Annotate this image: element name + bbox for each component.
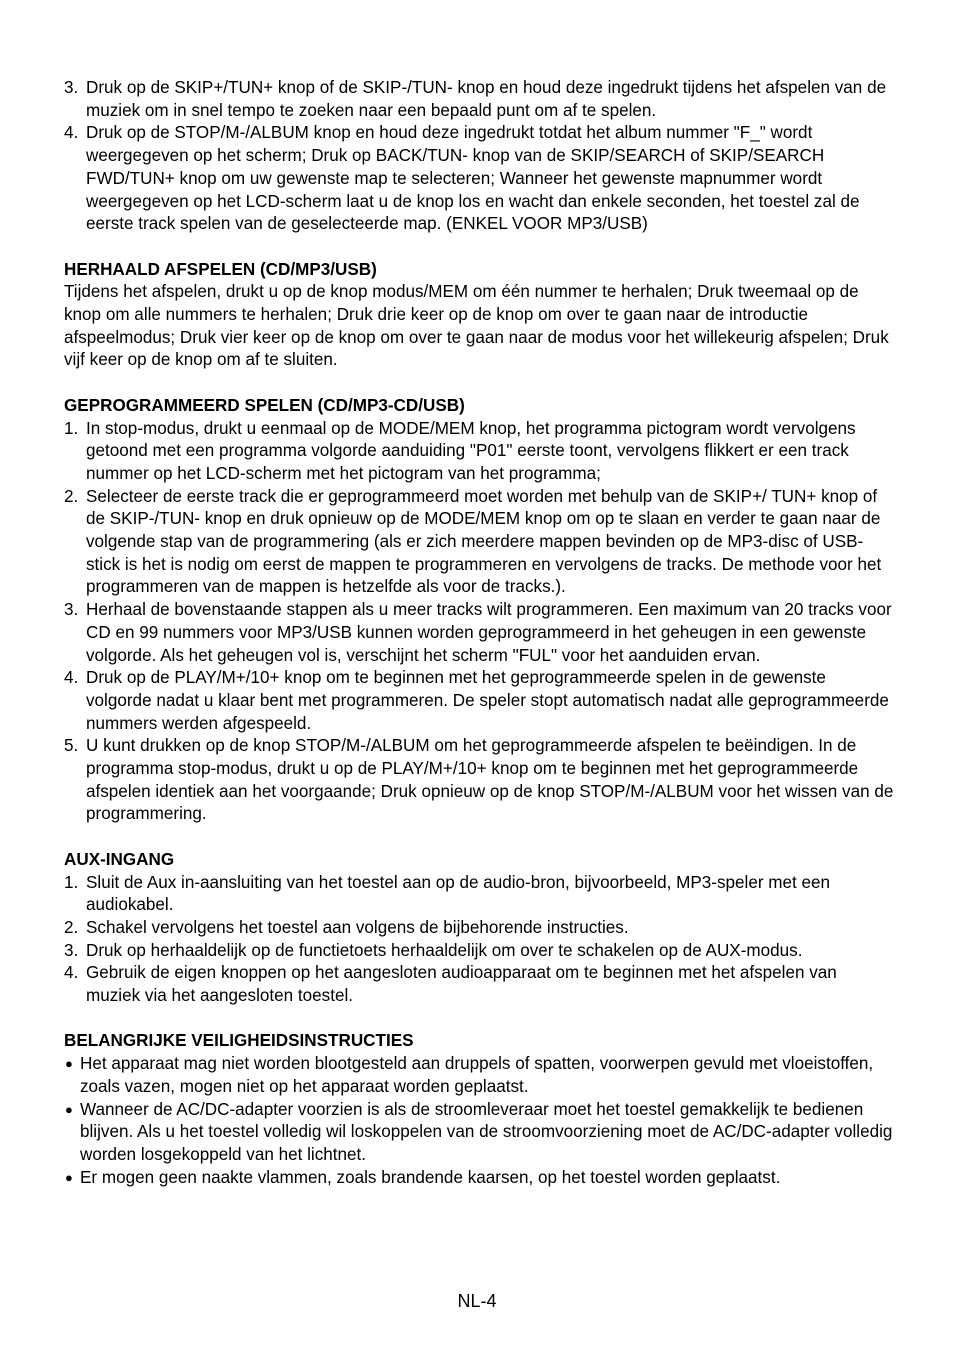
- list-number: 3.: [64, 600, 79, 620]
- section-heading: AUX-INGANG: [64, 849, 175, 869]
- list-item-text: Wanneer de AC/DC-adapter voorzien is als de stroomleveraar moet het toestel gemakkelijk te bedienen blijven. Als u het toestel volledig wil loskoppelen van de stroomvoorziening moet de AC/DC-adapter volledig worden losgekoppeld van het lichtnet.: [80, 1099, 893, 1164]
- section-paragraph: Tijdens het afspelen, drukt u op de knop modus/MEM om één nummer te herhalen; Druk tweemaal op de knop om alle nummers te herhalen; Druk drie keer op de knop om over te gaan naar de introductie afspeelmodus; Druk vier keer op de knop om over te gaan naar de modus voor het willekeurig afspelen; Druk vijf keer op de knop om af te sluiten.: [64, 282, 889, 370]
- list-item-text: Er mogen geen naakte vlammen, zoals brandende kaarsen, op het toestel worden geplaatst.: [80, 1167, 781, 1187]
- list-item-text: Druk op de SKIP+/TUN+ knop of de SKIP-/TUN- knop en houd deze ingedrukt tijdens het afspelen van de muziek om in snel tempo te zoeken naar een bepaald punt om af te spelen.: [86, 78, 887, 120]
- bullet-icon: ●: [65, 1056, 73, 1072]
- safety-section: [64, 1030, 894, 1189]
- list-item-text: Druk op herhaaldelijk op de functietoets herhaaldelijk om over te schakelen op de AUX-modus.: [86, 940, 803, 960]
- list-item: [64, 1099, 894, 1167]
- program-list: [64, 418, 894, 827]
- list-item-text: Gebruik de eigen knoppen op het aangesloten audioapparaat om te beginnen met het afspelen van muziek via het aangesloten toestel.: [86, 963, 837, 1006]
- list-number: 2.: [64, 486, 79, 506]
- bullet-icon: ●: [65, 1101, 73, 1117]
- list-item: [64, 77, 894, 122]
- repeat-section: [64, 259, 894, 373]
- list-item: [64, 122, 894, 236]
- list-item: [64, 735, 894, 826]
- list-item-text: Sluit de Aux in-aansluiting van het toestel aan op de audio-bron, bijvoorbeeld, MP3-speler met een audiokabel.: [86, 872, 831, 915]
- intro-section: [64, 77, 894, 236]
- list-item-text: In stop-modus, drukt u eenmaal op de MODE/MEM knop, het programma pictogram wordt vervolgens getoond met een programma volgorde aanduiding "P01" eerste toont, vervolgens flikkert er een track nummer op het LCD-scherm met het pictogram van het programma;: [86, 418, 856, 483]
- section-heading: HERHAALD AFSPELEN (CD/MP3/USB): [64, 259, 377, 279]
- list-item: [64, 962, 894, 1007]
- list-item-text: Selecteer de eerste track die er geprogrammeerd moet worden met behulp van de SKIP+/ TUN+ knop of de SKIP-/TUN- knop en druk opnieuw op de MODE/MEM knop om op te slaan en verder te gaan naar de volgende stap van de programmering (als er zich meerdere mappen bevinden op de MP3-disc of USB-stick is het is nodig om eerst de mappen te programmeren en vervolgens de tracks. De methode voor het programmeren van de mappen is hetzelfde als voor de tracks.).: [86, 486, 882, 597]
- list-number: 1.: [64, 418, 79, 438]
- aux-list: [64, 872, 894, 1008]
- list-item: [64, 872, 894, 917]
- page-number: NL-4: [457, 1291, 497, 1311]
- safety-list: [64, 1053, 894, 1189]
- list-item: [64, 418, 894, 486]
- section-heading: GEPROGRAMMEERD SPELEN (CD/MP3-CD/USB): [64, 395, 465, 415]
- list-item-text: Herhaal de bovenstaande stappen als u meer tracks wilt programmeren. Een maximum van 20 tracks voor CD en 99 nummers voor MP3/USB kunnen worden geprogrammeerd in het geheugen in een gewenste volgorde. Als het geheugen vol is, verschijnt het scherm "FUL" voor het aanduiden ervan.: [86, 600, 892, 665]
- list-item: [64, 486, 894, 600]
- document-page: [64, 77, 894, 1212]
- list-item: [64, 667, 894, 735]
- list-item-text: Druk op de PLAY/M+/10+ knop om te beginnen met het geprogrammeerde spelen in de gewenste volgorde nadat u klaar bent met programmeren. De speler stopt automatisch nadat alle geprogrammeerde nummers werden afgespeeld.: [86, 668, 889, 733]
- list-item: [64, 917, 894, 940]
- program-section: [64, 395, 894, 826]
- bullet-icon: ●: [65, 1169, 73, 1185]
- list-item-text: Schakel vervolgens het toestel aan volgens de bijbehorende instructies.: [86, 917, 629, 937]
- list-number: 1.: [64, 872, 79, 892]
- list-number: 4.: [64, 668, 79, 688]
- list-item: [64, 1167, 894, 1190]
- list-number: 5.: [64, 736, 79, 756]
- list-item-text: U kunt drukken op de knop STOP/M-/ALBUM om het geprogrammeerde afspelen te beëindigen. In de programma stop-modus, drukt u op de PLAY/M+/10+ knop om te beginnen met het geprogrammeerde afspelen identiek aan het voorgaande; Druk opnieuw op de knop STOP/M-/ALBUM voor het wissen van de programmering.: [86, 736, 894, 824]
- list-number: 3.: [64, 940, 79, 960]
- list-number: 3.: [64, 78, 79, 97]
- list-number: 4.: [64, 963, 79, 983]
- list-item: [64, 940, 894, 963]
- list-item: [64, 599, 894, 667]
- section-heading: BELANGRIJKE VEILIGHEIDSINSTRUCTIES: [64, 1031, 414, 1051]
- list-number: 4.: [64, 123, 79, 143]
- list-item: [64, 1053, 894, 1098]
- aux-section: [64, 849, 894, 1008]
- list-number: 2.: [64, 917, 79, 937]
- intro-list: [64, 77, 894, 236]
- list-item-text: Druk op de STOP/M-/ALBUM knop en houd deze ingedrukt totdat het album nummer "F_" wordt weergegeven op het scherm; Druk op BACK/TUN- knop van de SKIP/SEARCH of SKIP/SEARCH FWD/TUN+ knop om uw gewenste map te selecteren; Wanneer het gewenste mapnummer wordt weergegeven op het LCD-scherm laat u de knop los en wacht dan enkele seconden, het toestel zal de eerste track spelen van de geselecteerde map. (ENKEL VOOR MP3/USB): [86, 123, 860, 234]
- list-item-text: Het apparaat mag niet worden blootgesteld aan druppels of spatten, voorwerpen gevuld met vloeistoffen, zoals vazen, mogen niet op het apparaat worden geplaatst.: [80, 1054, 874, 1096]
